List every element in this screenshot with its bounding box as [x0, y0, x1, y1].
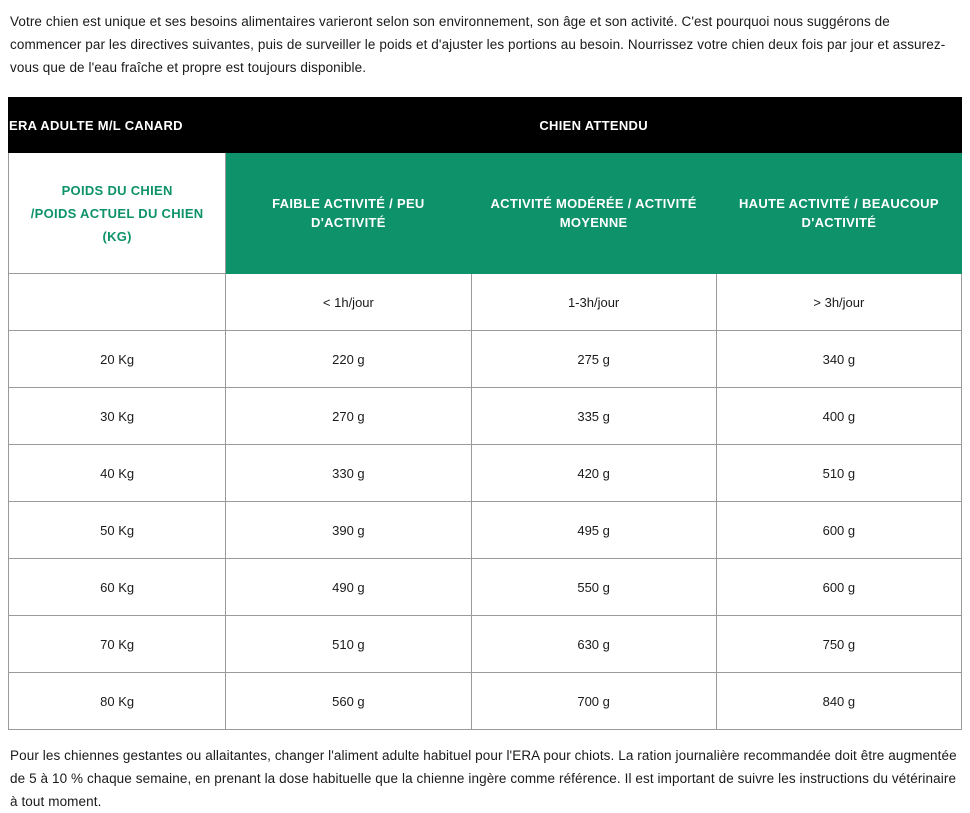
row-weight: 70 Kg	[9, 616, 226, 673]
row-value-low: 220 g	[226, 331, 471, 388]
duration-moderate: 1-3h/jour	[471, 274, 716, 331]
intro-paragraph: Votre chien est unique et ses besoins alimentaires varieront selon son environnement, son âge et son activité. C'est pourquoi nous suggérons de commencer par les directives suivantes, puis de surveiller le poids et d'ajuster les portions au besoin. Nourrissez votre chien deux fois par jour et assurez-vous que de l'eau fraîche et propre est toujours disponible.	[10, 14, 946, 75]
product-header-cell: ERA ADULTE M/L CANARD	[9, 98, 226, 153]
table-row	[9, 616, 962, 673]
row-value-high: 600 g	[716, 559, 961, 616]
row-weight: 60 Kg	[9, 559, 226, 616]
row-value-high: 340 g	[716, 331, 961, 388]
weight-header-cell	[9, 153, 226, 274]
table-header-row	[9, 98, 962, 153]
row-value-high: 510 g	[716, 445, 961, 502]
footer-paragraph: Pour les chiennes gestantes ou allaitantes, changer l'aliment adulte habituel pour l'ERA pour chiots. La ration journalière recommandée doit être augmentée de 5 à 10 % chaque semaine, en prenant la dose habituelle que la chienne ingère comme référence. Il est important de suivre les instructions du vétérinaire à tout moment.	[10, 748, 957, 809]
row-value-high: 400 g	[716, 388, 961, 445]
activity-header-moderate: ACTIVITÉ MODÉRÉE / ACTIVITÉ MOYENNE	[471, 153, 716, 274]
row-weight: 20 Kg	[9, 331, 226, 388]
duration-low: < 1h/jour	[226, 274, 471, 331]
row-value-moderate: 630 g	[471, 616, 716, 673]
table-row	[9, 388, 962, 445]
row-value-moderate: 700 g	[471, 673, 716, 730]
table-row	[9, 502, 962, 559]
table-row	[9, 331, 962, 388]
table-row	[9, 673, 962, 730]
row-value-moderate: 420 g	[471, 445, 716, 502]
row-value-low: 270 g	[226, 388, 471, 445]
activity-header-low: FAIBLE ACTIVITÉ / PEU D'ACTIVITÉ	[226, 153, 471, 274]
table-row	[9, 445, 962, 502]
row-value-high: 840 g	[716, 673, 961, 730]
activity-header-high: HAUTE ACTIVITÉ / BEAUCOUP D'ACTIVITÉ	[716, 153, 961, 274]
weight-header-line-3: (KG)	[102, 228, 132, 244]
row-value-low: 390 g	[226, 502, 471, 559]
duration-high: > 3h/jour	[716, 274, 961, 331]
row-value-high: 600 g	[716, 502, 961, 559]
row-weight: 80 Kg	[9, 673, 226, 730]
feeding-table	[8, 97, 962, 730]
table-subheader-row	[9, 153, 962, 274]
row-value-moderate: 495 g	[471, 502, 716, 559]
row-value-low: 490 g	[226, 559, 471, 616]
row-value-moderate: 550 g	[471, 559, 716, 616]
row-value-high: 750 g	[716, 616, 961, 673]
expected-dog-header-cell: CHIEN ATTENDU	[226, 98, 962, 153]
weight-header-line-2: /POIDS ACTUEL DU CHIEN	[30, 205, 204, 221]
row-weight: 30 Kg	[9, 388, 226, 445]
row-value-low: 330 g	[226, 445, 471, 502]
weight-header-line-1: POIDS DU CHIEN	[61, 182, 173, 198]
row-weight: 40 Kg	[9, 445, 226, 502]
row-value-moderate: 335 g	[471, 388, 716, 445]
duration-row-label	[9, 274, 226, 331]
table-row	[9, 559, 962, 616]
row-value-moderate: 275 g	[471, 331, 716, 388]
duration-row	[9, 274, 962, 331]
row-weight: 50 Kg	[9, 502, 226, 559]
row-value-low: 510 g	[226, 616, 471, 673]
row-value-low: 560 g	[226, 673, 471, 730]
